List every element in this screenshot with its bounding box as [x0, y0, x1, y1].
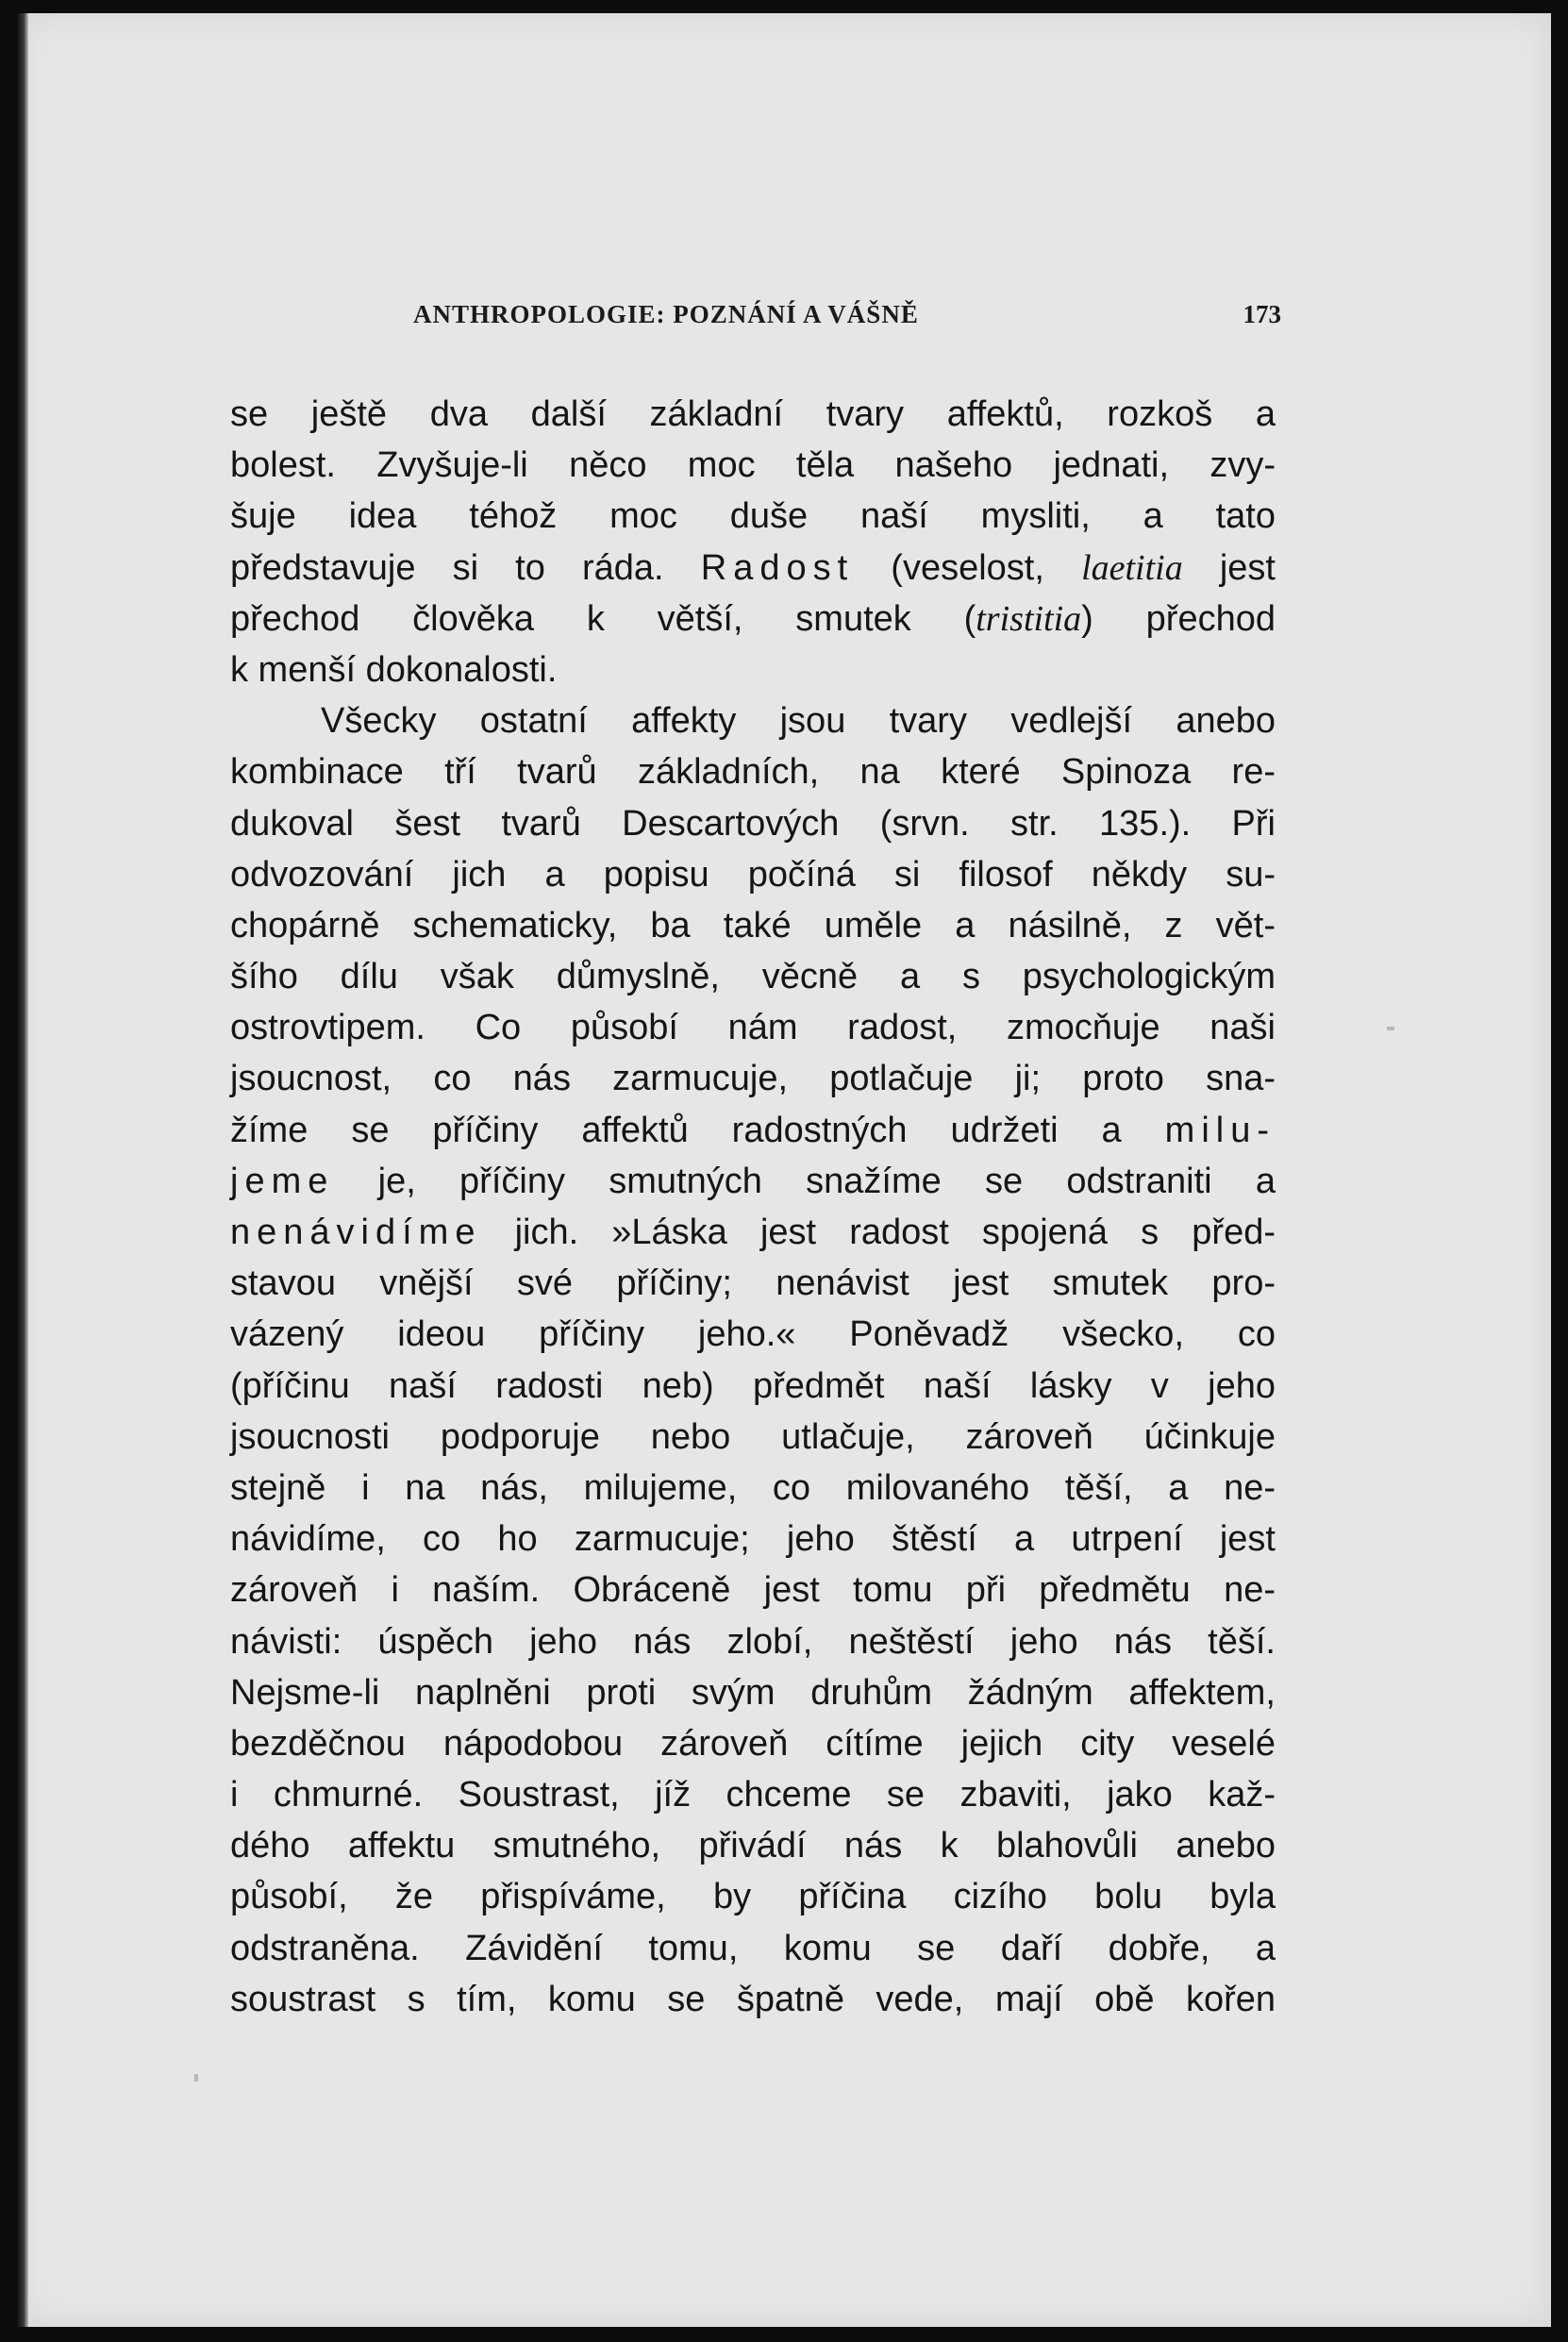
emphasis-spaced: nenávidíme: [230, 1213, 482, 1252]
text-line: k menší dokonalosti.: [230, 649, 558, 690]
page-header: [413, 300, 1281, 338]
margin-speck: [194, 2074, 198, 2082]
text-line: odvozování jich a popisu počíná si filosof někdy su-: [230, 854, 1276, 895]
text-line: šího dílu však důmyslně, věcně a s psychologickým: [230, 957, 1276, 997]
text-line: stavou vnější své příčiny; nenávist jest smutek pro-: [230, 1263, 1276, 1304]
running-head: ANTHROPOLOGIE: POZNÁNÍ A VÁŠNĚ: [413, 300, 919, 328]
text-line: vázený ideou příčiny jeho.« Poněvadž všecko, co: [230, 1314, 1276, 1355]
emphasis-spaced: milu-: [1164, 1110, 1276, 1150]
page-spine-edge: [17, 13, 28, 2327]
emphasis-spaced: Radost: [700, 547, 855, 588]
text-line: nenávidíme jich. »Láska jest radost spojená s před-: [230, 1213, 1276, 1252]
text-line: se ještě dva další základní tvary affektů, rozkoš a: [230, 394, 1276, 434]
text-line: ostrovtipem. Co působí nám radost, zmocňuje naši: [230, 1008, 1276, 1048]
text-line: jeme je, příčiny smutných snažíme se odstraniti a: [230, 1161, 1276, 1201]
text-line: zároveň i naším. Obráceně jest tomu při předmětu ne-: [230, 1570, 1276, 1611]
text-line: návidíme, co ho zarmucuje; jeho štěstí a utrpení jest: [230, 1519, 1276, 1560]
text-line: přechod člověka k větší, smutek (tristitia) přechod: [230, 598, 1276, 639]
text-line: odstraněna. Závidění tomu, komu se daří dobře, a: [230, 1928, 1276, 1968]
text-line: (příčinu naší radosti neb) předmět naší lásky v jeho: [230, 1365, 1276, 1406]
body-text: [230, 389, 1276, 2025]
text-line: návisti: úspěch jeho nás zlobí, neštěstí jeho nás těší.: [230, 1621, 1276, 1662]
text-line: jsoucnost, co nás zarmucuje, potlačuje ji; proto sna-: [230, 1059, 1276, 1099]
text-line: šuje idea téhož moc duše naší mysliti, a tato: [230, 496, 1276, 537]
text-line: chopárně schematicky, ba také uměle a násilně, z vět-: [230, 905, 1276, 945]
text-line: i chmurné. Soustrast, jíž chceme se zbaviti, jako kaž-: [230, 1775, 1276, 1815]
text-line: Nejsme-li naplněni proti svým druhům žádným affektem,: [230, 1672, 1276, 1713]
text-line: stejně i na nás, milujeme, co milovaného těší, a ne-: [230, 1467, 1276, 1508]
margin-speck: [1387, 1027, 1394, 1030]
text-line: dého affektu smutného, přivádí nás k blahovůli anebo: [230, 1826, 1276, 1866]
emphasis-spaced: jeme: [230, 1161, 335, 1201]
text-line: bolest. Zvyšuje-li něco moc těla našeho jednati, zvy-: [230, 445, 1276, 486]
text-line: žíme se příčiny affektů radostných udržeti a milu-: [230, 1110, 1276, 1150]
text-line: bezděčnou nápodobou zároveň cítíme jejich city veselé: [230, 1723, 1276, 1764]
text-line: kombinace tří tvarů základních, na které Spinoza re-: [230, 752, 1276, 793]
text-line: dukoval šest tvarů Descartových (srvn. str. 135.). Při: [230, 803, 1276, 844]
latin-term: laetitia: [1081, 547, 1183, 588]
text-line: soustrast s tím, komu se špatně vede, mají obě kořen: [230, 1979, 1276, 2019]
page-number: 173: [1243, 300, 1281, 328]
text-line: působí, že přispíváme, by příčina cizího bolu byla: [230, 1877, 1276, 1917]
text-line: představuje si to ráda. Radost (veselost, laetitia jest: [230, 547, 1276, 588]
text-line: Všecky ostatní affekty jsou tvary vedlejší anebo: [321, 701, 1276, 742]
text-line: jsoucnosti podporuje nebo utlačuje, zároveň účinkuje: [230, 1416, 1276, 1457]
latin-term: tristitia: [976, 598, 1082, 639]
